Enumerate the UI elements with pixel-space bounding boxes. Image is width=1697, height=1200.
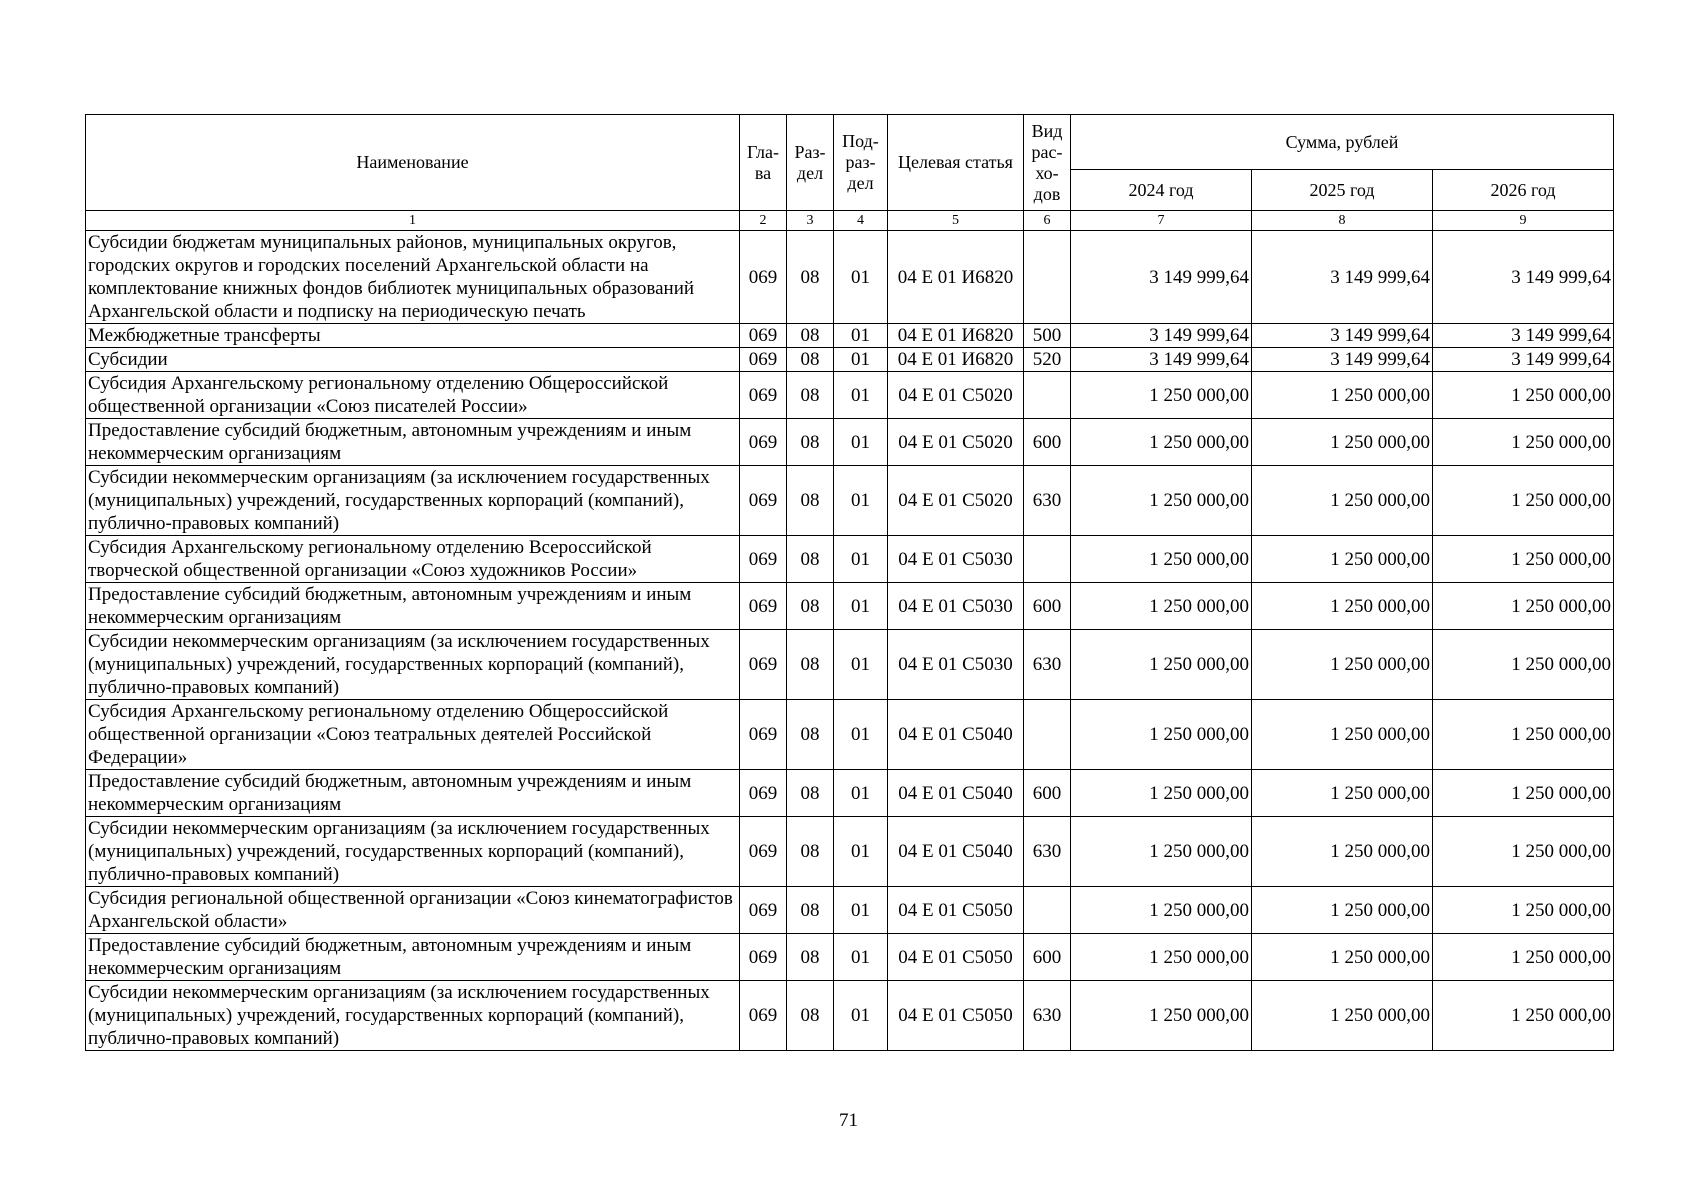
cell-razdel: 08	[787, 934, 834, 981]
cell-amount-2026: 1 250 000,00	[1433, 372, 1614, 419]
cell-razdel: 08	[787, 981, 834, 1051]
cell-target: 04 Е 01 С5020	[888, 419, 1024, 466]
cell-vid: 520	[1024, 348, 1071, 372]
cell-target: 04 Е 01 С5040	[888, 700, 1024, 770]
cell-name: Субсидии некоммерческим организациям (за исключением государственных (муниципальных) учреждений, государственных корпораций (компаний), публично-правовых компаний)	[86, 466, 740, 536]
cell-amount-2024: 1 250 000,00	[1071, 372, 1252, 419]
cell-podrazdel: 01	[834, 348, 888, 372]
cell-amount-2025: 1 250 000,00	[1252, 817, 1433, 887]
table-row	[86, 700, 1614, 770]
cell-amount-2026: 3 149 999,64	[1433, 348, 1614, 372]
cell-glava: 069	[740, 700, 787, 770]
cell-razdel: 08	[787, 466, 834, 536]
cell-name: Субсидия региональной общественной организации «Союз кинематографистов Архангельской области»	[86, 887, 740, 934]
header-sum: Сумма, рублей	[1071, 115, 1614, 170]
header-year-2024: 2024 год	[1071, 170, 1252, 211]
column-number: 9	[1433, 211, 1614, 231]
cell-amount-2025: 3 149 999,64	[1252, 324, 1433, 348]
table-row	[86, 770, 1614, 817]
cell-target: 04 Е 01 С5050	[888, 934, 1024, 981]
column-number: 2	[740, 211, 787, 231]
cell-amount-2024: 3 149 999,64	[1071, 231, 1252, 324]
cell-name: Предоставление субсидий бюджетным, автономным учреждениям и иным некоммерческим организациям	[86, 419, 740, 466]
cell-glava: 069	[740, 934, 787, 981]
cell-glava: 069	[740, 348, 787, 372]
cell-amount-2025: 1 250 000,00	[1252, 372, 1433, 419]
cell-razdel: 08	[787, 583, 834, 630]
cell-podrazdel: 01	[834, 324, 888, 348]
cell-amount-2026: 1 250 000,00	[1433, 887, 1614, 934]
cell-target: 04 Е 01 С5020	[888, 372, 1024, 419]
cell-podrazdel: 01	[834, 770, 888, 817]
header-glava: Гла-ва	[740, 115, 787, 211]
cell-name: Субсидия Архангельскому региональному отделению Общероссийской общественной организации «Союз театральных деятелей Российской Федерации»	[86, 700, 740, 770]
cell-target: 04 Е 01 С5050	[888, 887, 1024, 934]
cell-glava: 069	[740, 630, 787, 700]
cell-amount-2026: 1 250 000,00	[1433, 583, 1614, 630]
header-year-2025: 2025 год	[1252, 170, 1433, 211]
column-number: 4	[834, 211, 888, 231]
cell-amount-2024: 1 250 000,00	[1071, 466, 1252, 536]
cell-amount-2026: 3 149 999,64	[1433, 324, 1614, 348]
cell-amount-2026: 1 250 000,00	[1433, 630, 1614, 700]
cell-razdel: 08	[787, 630, 834, 700]
cell-podrazdel: 01	[834, 700, 888, 770]
cell-vid: 500	[1024, 324, 1071, 348]
cell-amount-2024: 1 250 000,00	[1071, 817, 1252, 887]
table-header	[86, 115, 1614, 231]
cell-amount-2026: 1 250 000,00	[1433, 466, 1614, 536]
table-row	[86, 231, 1614, 324]
cell-glava: 069	[740, 981, 787, 1051]
cell-name: Межбюджетные трансферты	[86, 324, 740, 348]
cell-name: Субсидии бюджетам муниципальных районов, муниципальных округов, городских округов и городских поселений Архангельской области на комплектование книжных фондов библиотек муниципальных образований Архангельской области и подписку на периодическую печать	[86, 231, 740, 324]
table-row	[86, 372, 1614, 419]
column-number-row	[86, 211, 1614, 231]
cell-amount-2025: 1 250 000,00	[1252, 981, 1433, 1051]
cell-amount-2024: 1 250 000,00	[1071, 583, 1252, 630]
cell-vid	[1024, 887, 1071, 934]
table-row	[86, 536, 1614, 583]
cell-glava: 069	[740, 583, 787, 630]
table-body	[86, 231, 1614, 1051]
cell-amount-2026: 1 250 000,00	[1433, 536, 1614, 583]
cell-podrazdel: 01	[834, 981, 888, 1051]
cell-amount-2026: 1 250 000,00	[1433, 934, 1614, 981]
cell-amount-2024: 1 250 000,00	[1071, 981, 1252, 1051]
table-row	[86, 630, 1614, 700]
cell-target: 04 Е 01 С5020	[888, 466, 1024, 536]
table-row	[86, 324, 1614, 348]
cell-amount-2026: 1 250 000,00	[1433, 770, 1614, 817]
cell-amount-2025: 1 250 000,00	[1252, 536, 1433, 583]
column-number: 5	[888, 211, 1024, 231]
cell-amount-2026: 1 250 000,00	[1433, 817, 1614, 887]
cell-podrazdel: 01	[834, 887, 888, 934]
cell-amount-2025: 1 250 000,00	[1252, 934, 1433, 981]
cell-amount-2025: 1 250 000,00	[1252, 630, 1433, 700]
column-number: 3	[787, 211, 834, 231]
cell-vid: 600	[1024, 770, 1071, 817]
cell-amount-2026: 1 250 000,00	[1433, 981, 1614, 1051]
cell-razdel: 08	[787, 536, 834, 583]
cell-amount-2024: 3 149 999,64	[1071, 348, 1252, 372]
cell-glava: 069	[740, 324, 787, 348]
cell-glava: 069	[740, 372, 787, 419]
cell-name: Субсидия Архангельскому региональному отделению Всероссийской творческой общественной организации «Союз художников России»	[86, 536, 740, 583]
cell-glava: 069	[740, 770, 787, 817]
cell-podrazdel: 01	[834, 372, 888, 419]
cell-amount-2024: 1 250 000,00	[1071, 934, 1252, 981]
cell-podrazdel: 01	[834, 231, 888, 324]
cell-vid: 600	[1024, 583, 1071, 630]
cell-razdel: 08	[787, 348, 834, 372]
cell-target: 04 Е 01 И6820	[888, 324, 1024, 348]
cell-podrazdel: 01	[834, 630, 888, 700]
header-podrazdel: Под-раз-дел	[834, 115, 888, 211]
cell-vid: 630	[1024, 817, 1071, 887]
cell-name: Субсидии	[86, 348, 740, 372]
cell-glava: 069	[740, 817, 787, 887]
cell-vid	[1024, 372, 1071, 419]
cell-amount-2024: 1 250 000,00	[1071, 887, 1252, 934]
cell-amount-2026: 1 250 000,00	[1433, 419, 1614, 466]
cell-razdel: 08	[787, 817, 834, 887]
cell-amount-2026: 1 250 000,00	[1433, 700, 1614, 770]
cell-amount-2025: 3 149 999,64	[1252, 348, 1433, 372]
column-number: 7	[1071, 211, 1252, 231]
cell-name: Субсидии некоммерческим организациям (за исключением государственных (муниципальных) учреждений, государственных корпораций (компаний), публично-правовых компаний)	[86, 630, 740, 700]
cell-target: 04 Е 01 С5030	[888, 583, 1024, 630]
table-row	[86, 981, 1614, 1051]
cell-amount-2025: 1 250 000,00	[1252, 419, 1433, 466]
cell-target: 04 Е 01 С5030	[888, 630, 1024, 700]
table-row	[86, 419, 1614, 466]
budget-table	[85, 114, 1614, 1051]
header-vid: Вид рас-хо-дов	[1024, 115, 1071, 211]
cell-amount-2025: 1 250 000,00	[1252, 770, 1433, 817]
column-number: 8	[1252, 211, 1433, 231]
cell-amount-2024: 1 250 000,00	[1071, 536, 1252, 583]
cell-target: 04 Е 01 С5040	[888, 770, 1024, 817]
header-razdel: Раз-дел	[787, 115, 834, 211]
cell-podrazdel: 01	[834, 536, 888, 583]
cell-glava: 069	[740, 466, 787, 536]
cell-amount-2026: 3 149 999,64	[1433, 231, 1614, 324]
cell-amount-2025: 1 250 000,00	[1252, 466, 1433, 536]
cell-amount-2024: 1 250 000,00	[1071, 419, 1252, 466]
cell-vid: 630	[1024, 981, 1071, 1051]
cell-name: Предоставление субсидий бюджетным, автономным учреждениям и иным некоммерческим организациям	[86, 770, 740, 817]
cell-glava: 069	[740, 419, 787, 466]
cell-podrazdel: 01	[834, 934, 888, 981]
cell-amount-2024: 1 250 000,00	[1071, 770, 1252, 817]
cell-target: 04 Е 01 С5030	[888, 536, 1024, 583]
cell-podrazdel: 01	[834, 466, 888, 536]
table-row	[86, 887, 1614, 934]
cell-vid: 600	[1024, 419, 1071, 466]
cell-name: Предоставление субсидий бюджетным, автономным учреждениям и иным некоммерческим организациям	[86, 583, 740, 630]
cell-glava: 069	[740, 887, 787, 934]
cell-razdel: 08	[787, 887, 834, 934]
cell-razdel: 08	[787, 372, 834, 419]
cell-amount-2025: 1 250 000,00	[1252, 583, 1433, 630]
header-year-2026: 2026 год	[1433, 170, 1614, 211]
cell-razdel: 08	[787, 231, 834, 324]
table-row	[86, 583, 1614, 630]
column-number: 1	[86, 211, 740, 231]
page-number: 71	[839, 1110, 858, 1131]
cell-amount-2025: 1 250 000,00	[1252, 887, 1433, 934]
cell-podrazdel: 01	[834, 419, 888, 466]
cell-target: 04 Е 01 И6820	[888, 348, 1024, 372]
cell-amount-2024: 1 250 000,00	[1071, 630, 1252, 700]
cell-podrazdel: 01	[834, 583, 888, 630]
column-number: 6	[1024, 211, 1071, 231]
cell-amount-2024: 3 149 999,64	[1071, 324, 1252, 348]
cell-glava: 069	[740, 536, 787, 583]
cell-name: Субсидии некоммерческим организациям (за исключением государственных (муниципальных) учреждений, государственных корпораций (компаний), публично-правовых компаний)	[86, 817, 740, 887]
header-target: Целевая статья	[888, 115, 1024, 211]
cell-vid	[1024, 700, 1071, 770]
cell-name: Субсидии некоммерческим организациям (за исключением государственных (муниципальных) учреждений, государственных корпораций (компаний), публично-правовых компаний)	[86, 981, 740, 1051]
cell-vid: 630	[1024, 466, 1071, 536]
cell-name: Предоставление субсидий бюджетным, автономным учреждениям и иным некоммерческим организациям	[86, 934, 740, 981]
cell-vid	[1024, 536, 1071, 583]
cell-razdel: 08	[787, 700, 834, 770]
table-row	[86, 817, 1614, 887]
table-row	[86, 348, 1614, 372]
cell-podrazdel: 01	[834, 817, 888, 887]
table-row	[86, 466, 1614, 536]
cell-target: 04 Е 01 С5050	[888, 981, 1024, 1051]
cell-target: 04 Е 01 И6820	[888, 231, 1024, 324]
cell-razdel: 08	[787, 770, 834, 817]
cell-vid: 630	[1024, 630, 1071, 700]
cell-amount-2024: 1 250 000,00	[1071, 700, 1252, 770]
cell-vid	[1024, 231, 1071, 324]
header-name: Наименование	[86, 115, 740, 211]
cell-amount-2025: 1 250 000,00	[1252, 700, 1433, 770]
cell-amount-2025: 3 149 999,64	[1252, 231, 1433, 324]
cell-vid: 600	[1024, 934, 1071, 981]
cell-glava: 069	[740, 231, 787, 324]
cell-target: 04 Е 01 С5040	[888, 817, 1024, 887]
table-row	[86, 934, 1614, 981]
cell-razdel: 08	[787, 324, 834, 348]
cell-razdel: 08	[787, 419, 834, 466]
cell-name: Субсидия Архангельскому региональному отделению Общероссийской общественной организации «Союз писателей России»	[86, 372, 740, 419]
